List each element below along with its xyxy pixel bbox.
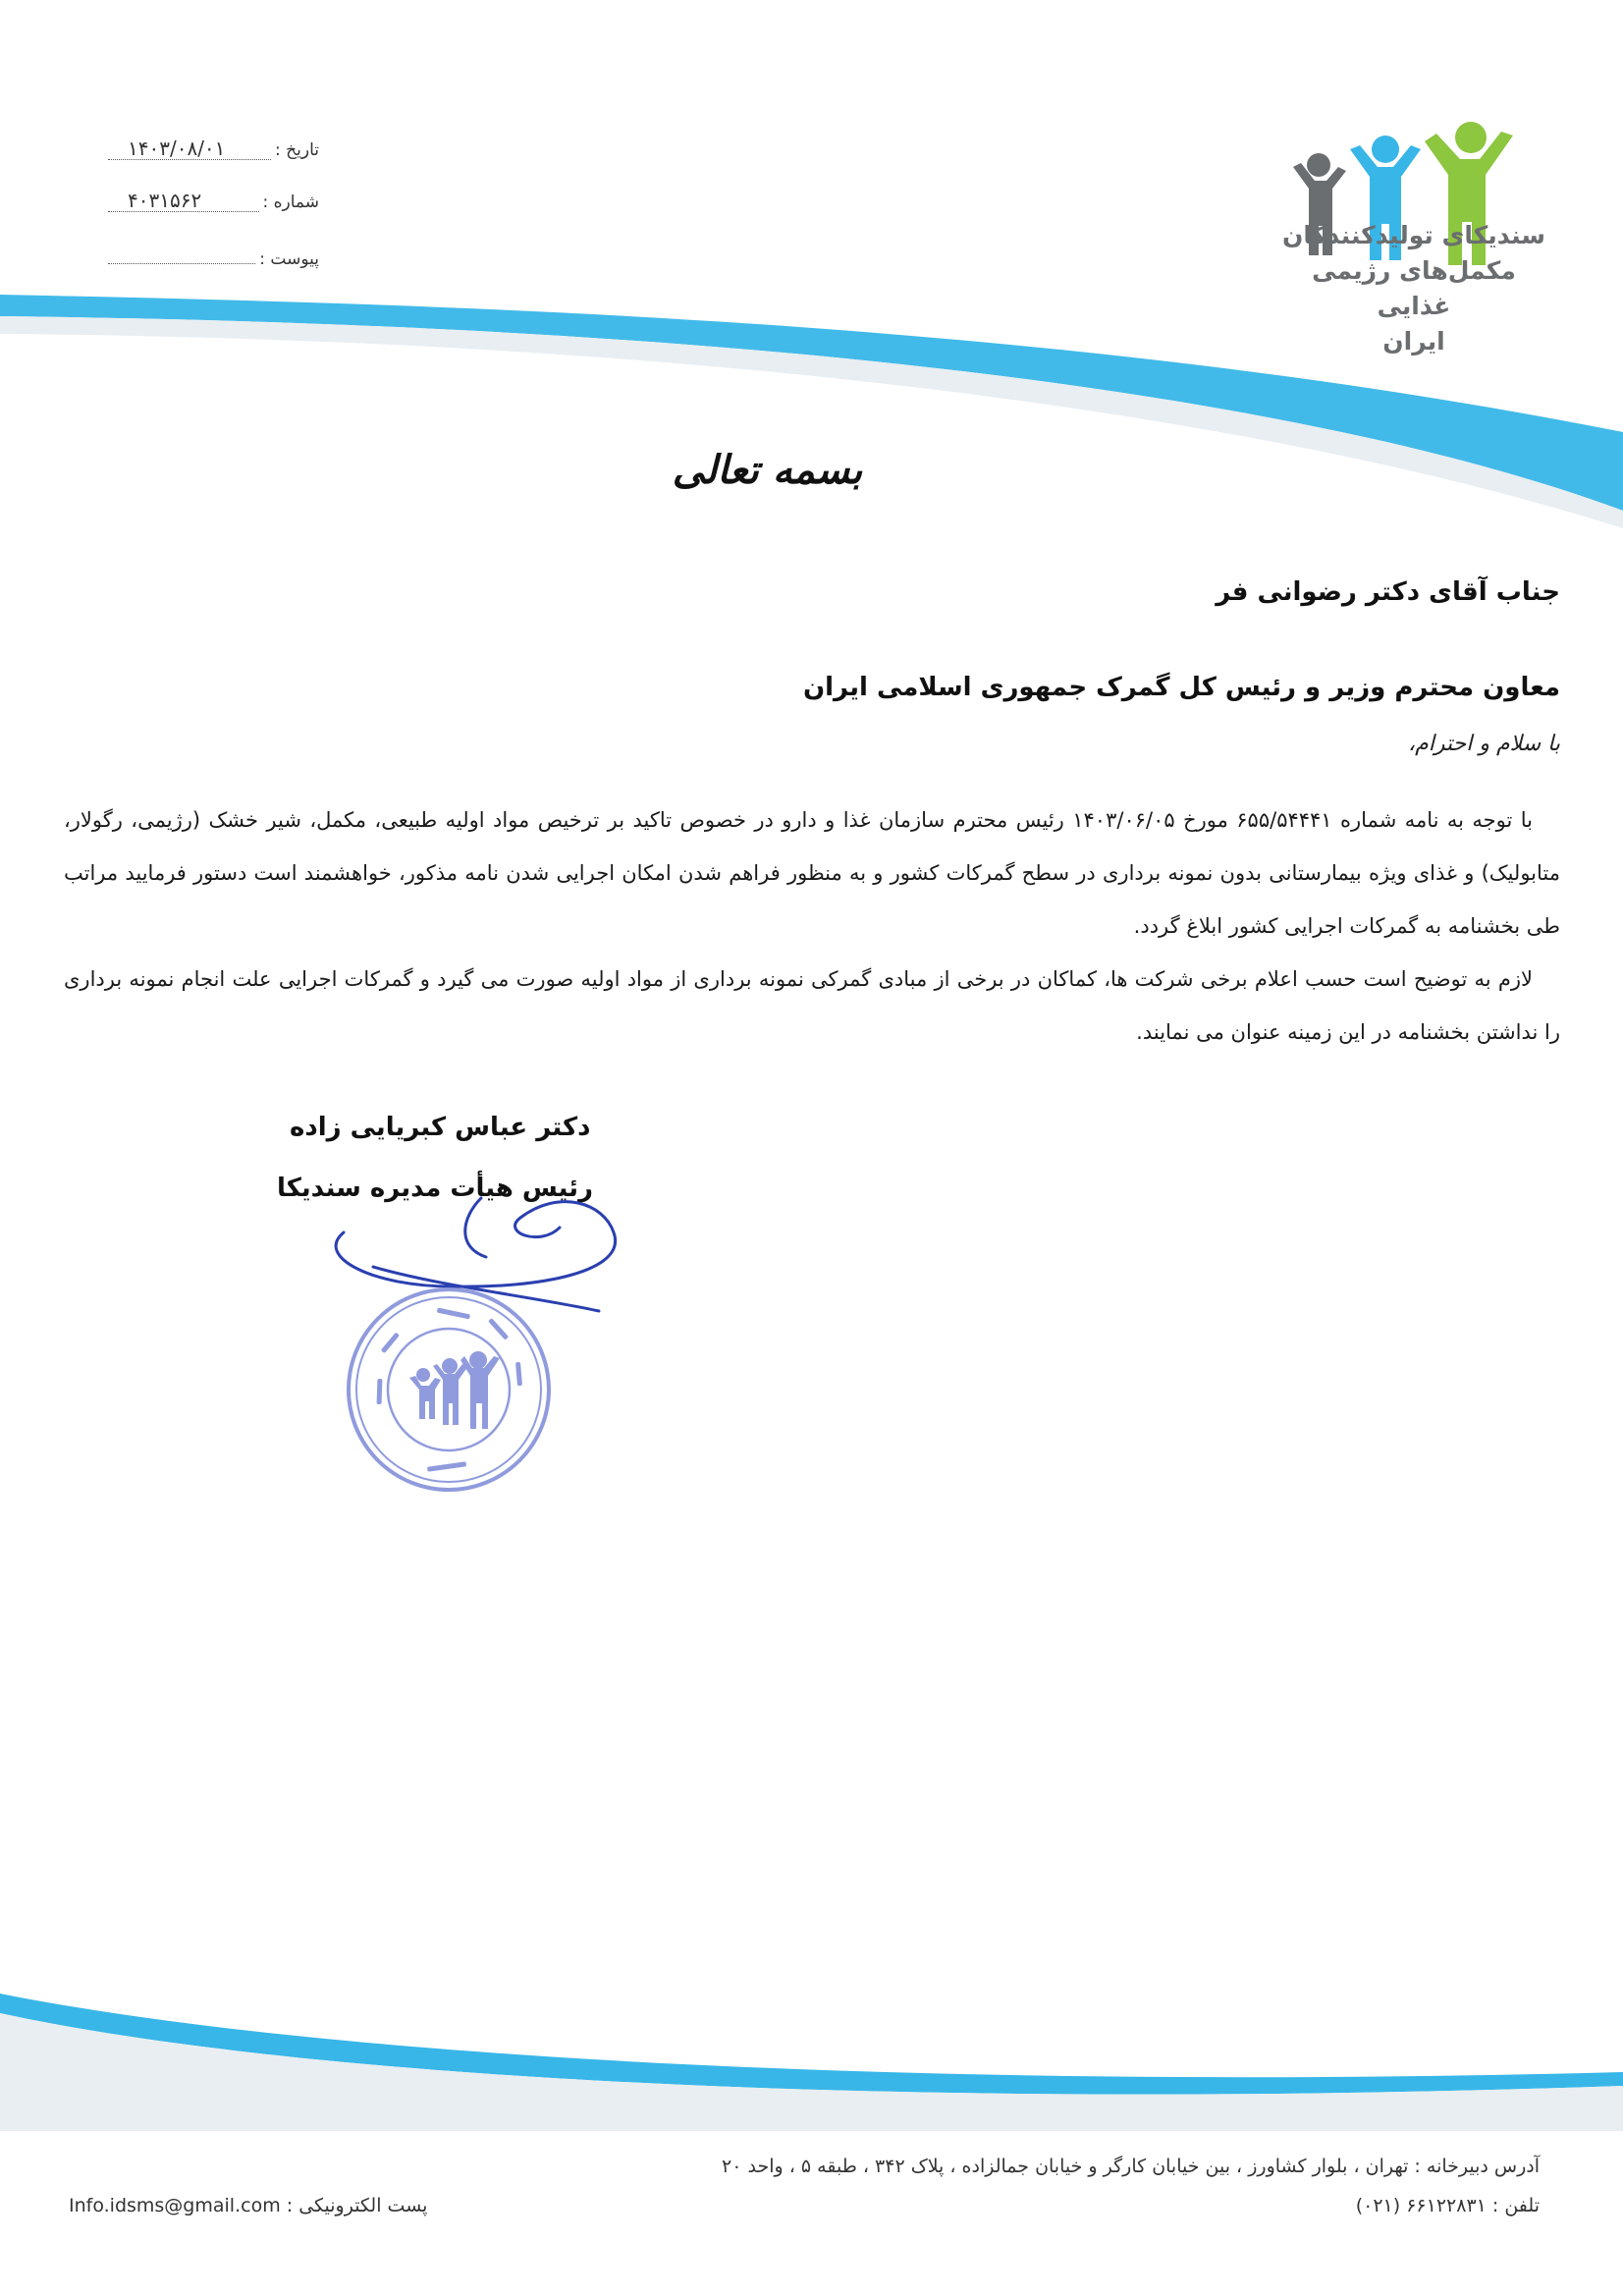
- footer-contact-row: [69, 2195, 1540, 2234]
- attachment-row: [108, 242, 319, 294]
- date-value: ۱۴۰۳/۰۸/۰۱: [108, 137, 271, 160]
- greeting: با سلام و احترام،: [1408, 732, 1560, 756]
- footer-swoosh-graphic: [0, 1984, 1623, 2131]
- footer-email-label: پست الکترونیکی :: [286, 2195, 428, 2216]
- body-paragraph-1: با توجه به نامه شماره ۶۵۵/۵۴۴۴۱ مورخ ۱۴۰۳/۰۶/۰۵ رئیس محترم سازمان غذا و دارو در خصوص تاکید بر ترخیص مواد اولیه طبیعی، مکمل، شیر خشک (رژیمی، رگولار، متابولیک) و غذای ویژه بیمارستانی بدون نمونه برداری در سطح گمرکات کشور و به منظور فراهم شدن امکان اجرایی شدن نامه مذکور، خواهشمند است دستور فرمایید مراتب طی بخشنامه به گمرکات اجرایی کشور ابلاغ گردد.: [64, 808, 1560, 938]
- official-stamp-icon: [339, 1282, 560, 1498]
- number-row: [108, 190, 319, 242]
- signer-name: دکتر عباس کبریایی زاده: [290, 1113, 591, 1142]
- attachment-label: پیوست :: [259, 249, 319, 269]
- number-value: ۴۰۳۱۵۶۲: [108, 190, 259, 212]
- letter-meta: [108, 137, 319, 294]
- organization-name-line2: مکمل‌های رژیمی غذایی: [1312, 256, 1516, 320]
- attachment-value: [108, 242, 255, 264]
- bismillah-heading: بسمه تعالی: [672, 447, 863, 493]
- footer: [69, 2156, 1540, 2234]
- recipient-title: معاون محترم وزیر و رئیس کل گمرک جمهوری اسلامی ایران: [802, 673, 1560, 702]
- signer-title: رئیس هیأت مدیره سندیکا: [277, 1174, 594, 1203]
- date-row: [108, 137, 319, 190]
- organization-name: [1281, 218, 1546, 359]
- footer-address: آدرس دبیرخانه : تهران ، بلوار کشاورز ، بین خیابان کارگر و خیابان جمالزاده ، پلاک ۳۴۲ ، طبقه ۵ ، واحد ۲۰: [722, 2156, 1540, 2177]
- date-label: تاریخ :: [275, 140, 319, 160]
- recipient-name: جناب آقای دکتر رضوانی فر: [1216, 577, 1560, 607]
- footer-address-row: [69, 2156, 1540, 2195]
- organization-name-line3: ایران: [1382, 327, 1445, 355]
- organization-name-line1: سندیکای تولیدکنندگان: [1282, 221, 1545, 249]
- footer-phone: تلفن : ۶۶۱۲۲۸۳۱ (۰۲۱): [1355, 2195, 1540, 2216]
- footer-email: Info.idsms@gmail.com: [69, 2195, 281, 2216]
- body-paragraph-2: لازم به توضیح است حسب اعلام برخی شرکت ها، کماکان در برخی از مبادی گمرکی نمونه برداری از مواد اولیه صورت می گیرد و گمرکات اجرایی علت انجام نمونه برداری را نداشتن بخشنامه در این زمینه عنوان می نمایند.: [64, 967, 1560, 1044]
- number-label: شماره :: [262, 192, 319, 212]
- letter-body: [64, 793, 1560, 1059]
- footer-email-group: [69, 2195, 427, 2216]
